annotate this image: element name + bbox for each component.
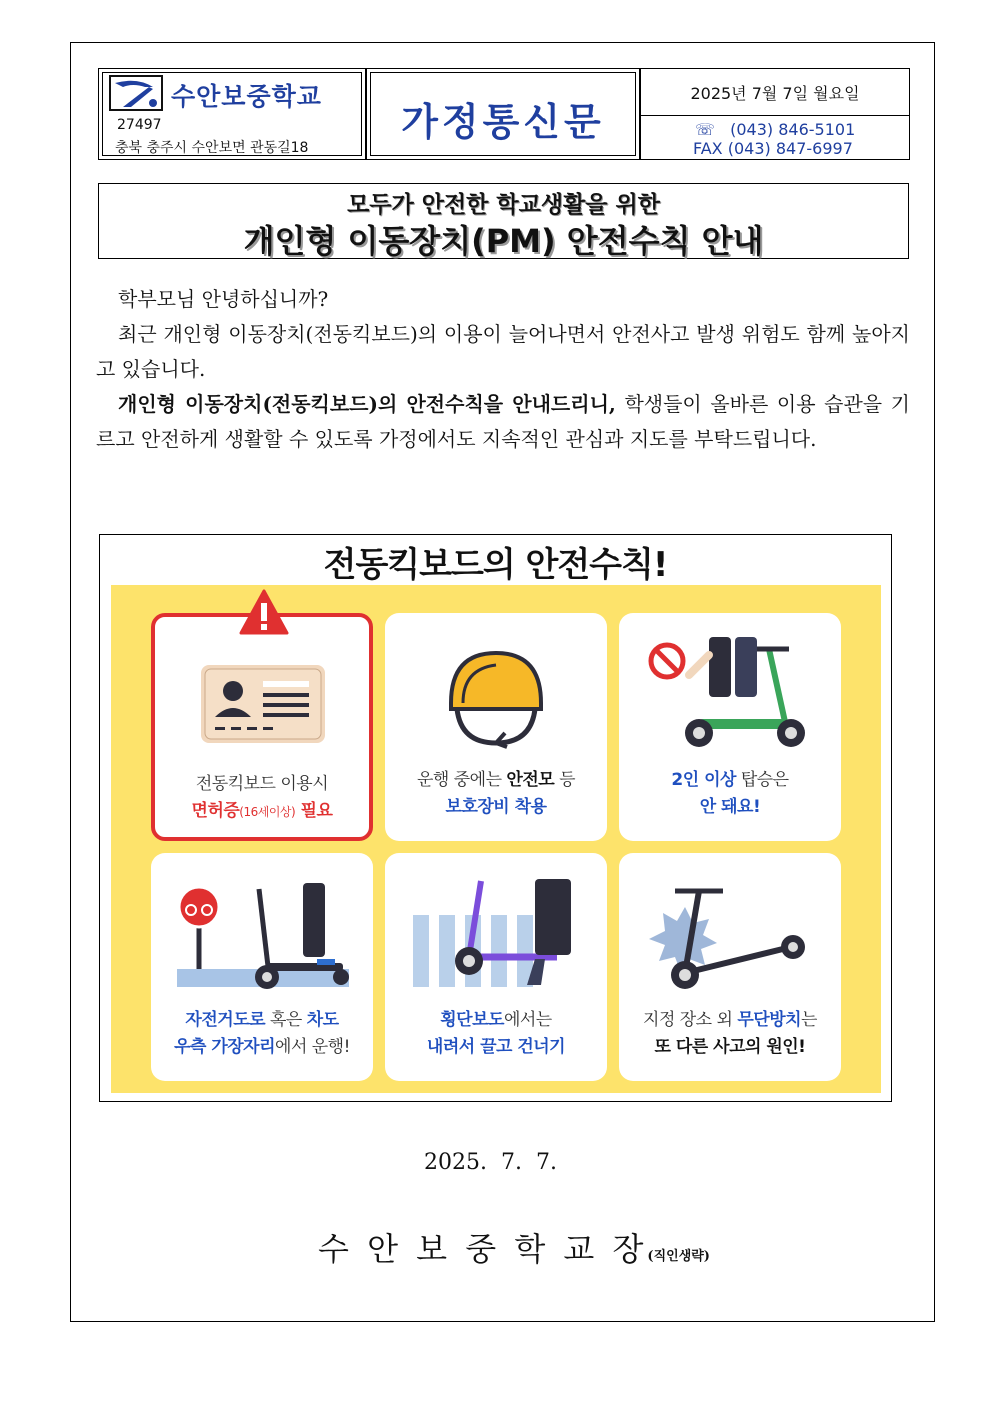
poster-panel [111,585,881,1093]
emphasis-text: 개인형 이동장치(전동킥보드)의 안전수칙을 안내드리니, [118,392,616,416]
safety-poster [99,534,892,1102]
card-6-line-2: 또 다른 사고의 원인! [654,1037,806,1057]
card-3-line-1a: 2인 이상 [671,770,736,790]
card-2-line-2: 보호장비 착용 [445,797,547,817]
notice-subtitle: 모두가 안전한 학교생활을 위한 [347,192,660,218]
id-card-icon [201,665,325,743]
fax-number: FAX (043) 847-6997 [693,139,853,158]
bike-lane-scooter-icon [175,877,351,995]
school-name: 수안보중학교 [171,82,322,111]
principal-signature [318,1224,710,1270]
double-riding-scooter-icon [639,635,819,753]
card-5-line-2: 내려서 끌고 건너기 [426,1037,566,1057]
card-helmet: 운행 중에는 안전모 등 보호장비 착용 [385,613,607,841]
phone-icon: ☏ [695,120,716,139]
contact-box [640,68,910,160]
school-address: 충북 충주시 수안보면 관동길18 [115,140,309,156]
card-6-line-1a: 지정 장소 외 [643,1010,738,1030]
card-5-line-1a: 횡단보도 [440,1010,504,1030]
abandoned-scooter-icon [641,877,821,995]
card-license: 전동킥보드 이용시 면허증(16세이상) 필요 [151,613,373,841]
card-1-line-1: 전동킥보드 이용시 [195,774,329,794]
notice-title: 개인형 이동장치(PM) 안전수칙 안내 [243,222,764,260]
card-illegal-parking: 지정 장소 외 무단방치는 또 다른 사고의 원인! [619,853,841,1081]
card-bike-lane: 자전거도로 혹은 차도 우측 가장자리에서 운행! [151,853,373,1081]
school-info-box [98,68,366,160]
helmet-icon [441,643,551,753]
body-paragraph-2: 개인형 이동장치(전동킥보드)의 안전수칙을 안내드리니, 학생들이 올바른 이용 습관을 기르고 안전하게 생활할 수 있도록 가정에서도 지속적인 관심과 지도를 부탁드립니다. [96,392,910,451]
card-4-line-1a: 자전거도로 [185,1010,266,1030]
card-crosswalk: 횡단보도에서는 내려서 끌고 건너기 [385,853,607,1081]
phone-number: (043) 846-5101 [730,120,856,139]
card-3-line-2: 안 돼요! [699,797,761,817]
issue-date: 2025년 7월 7일 월요일 [690,84,860,103]
newsletter-title-box [366,68,640,160]
footer-date: 2025. 7. 7. [424,1150,557,1175]
notice-title-box [98,183,909,259]
crosswalk-scooter-icon [409,877,585,995]
warning-icon [239,589,289,635]
seal-omitted-note: (직인생략) [647,1249,710,1264]
greeting: 학부모님 안녕하십니까? [118,287,329,311]
newsletter-title: 가정통신문 [401,100,605,144]
body-paragraph-1: 최근 개인형 이동장치(전동킥보드)의 이용이 늘어나면서 안전사고 발생 위험도 함께 높아지고 있습니다. [96,322,910,381]
card-2-line-1a: 운행 중에는 [416,770,507,790]
card-no-double-riding: 2인 이상 탑승은 안 돼요! [619,613,841,841]
poster-title: 전동킥보드의 안전수칙! [323,545,668,585]
postal-code: 27497 [117,117,162,133]
school-logo-icon [109,75,163,111]
principal-name: 수 안 보 중 학 교 장 [318,1230,648,1268]
